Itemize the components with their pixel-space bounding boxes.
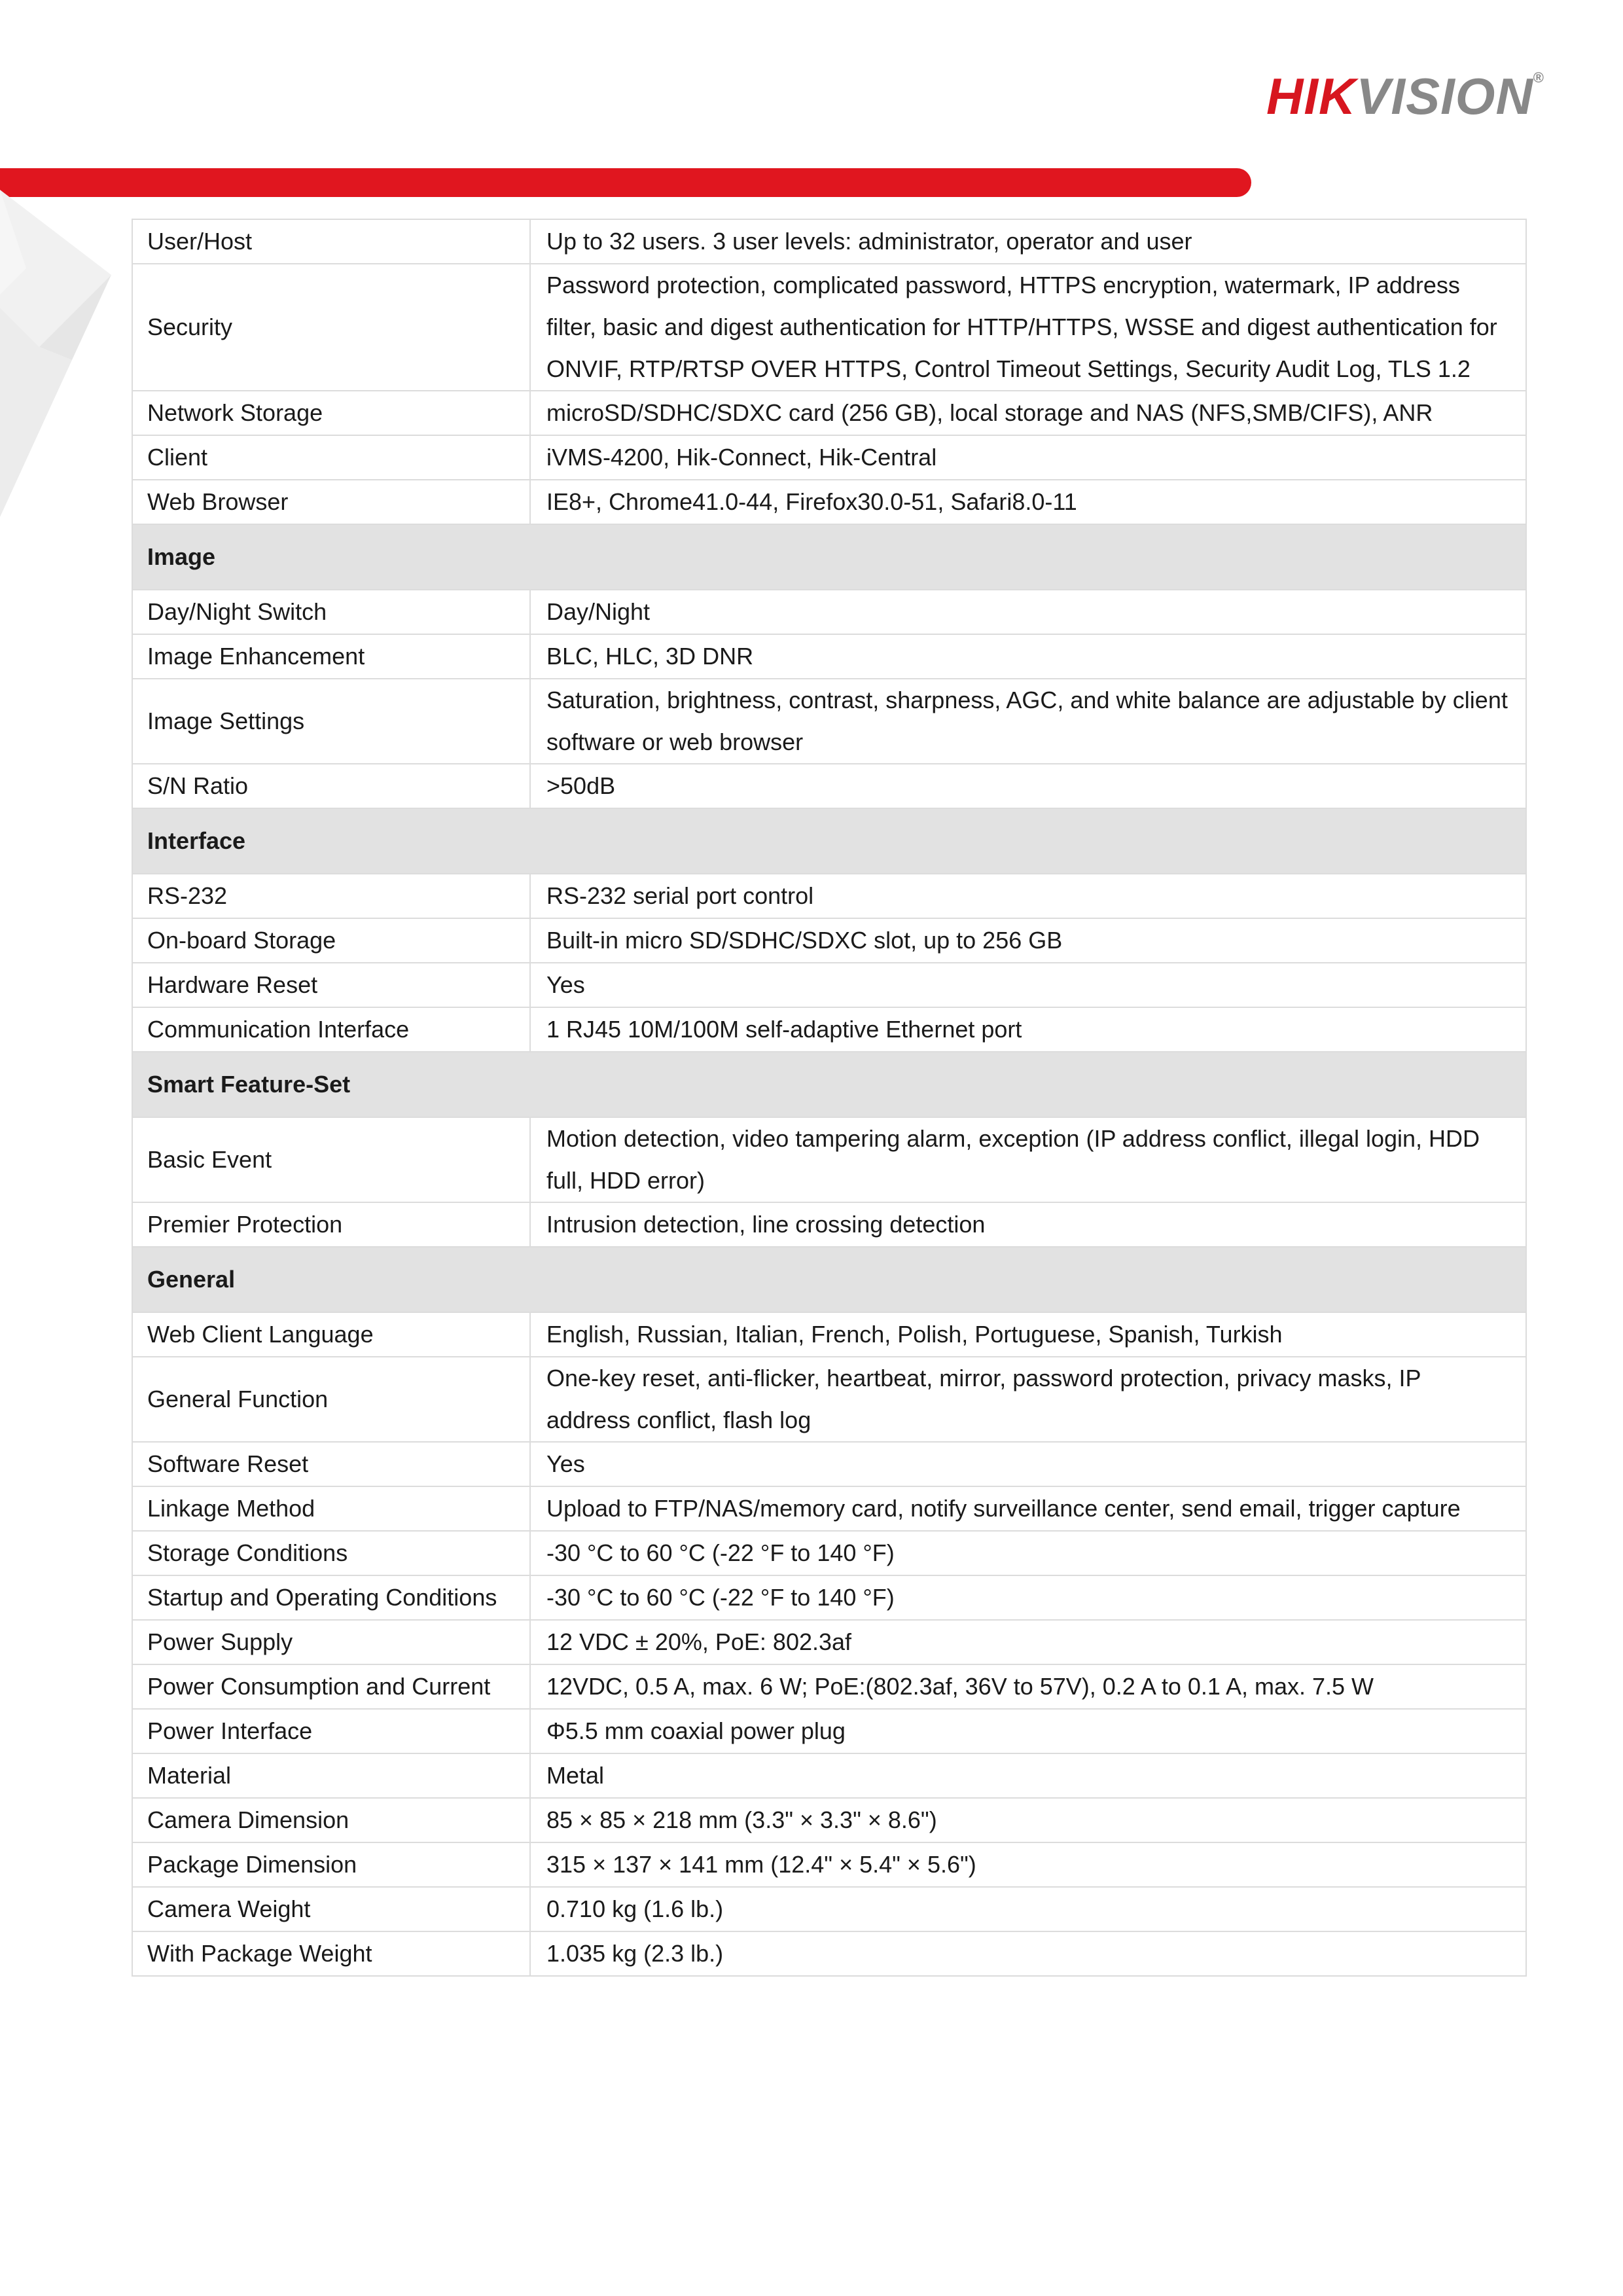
spec-label: General Function	[132, 1357, 530, 1442]
header-red-bar	[0, 168, 1251, 197]
spec-value: One-key reset, anti-flicker, heartbeat, mirror, password protection, privacy masks, IP address conflict, flash log	[530, 1357, 1526, 1442]
spec-row	[132, 764, 1526, 808]
spec-row	[132, 1531, 1526, 1575]
spec-value: 1 RJ45 10M/100M self-adaptive Ethernet port	[530, 1007, 1526, 1052]
spec-row	[132, 590, 1526, 634]
spec-label: Camera Weight	[132, 1887, 530, 1931]
section-title: Smart Feature-Set	[132, 1052, 1526, 1117]
section-title: General	[132, 1247, 1526, 1312]
spec-label: Software Reset	[132, 1442, 530, 1486]
spec-label: Power Interface	[132, 1709, 530, 1753]
spec-label: Power Consumption and Current	[132, 1664, 530, 1709]
spec-row	[132, 1202, 1526, 1247]
spec-row	[132, 634, 1526, 679]
spec-label: Power Supply	[132, 1620, 530, 1664]
spec-value: 1.035 kg (2.3 lb.)	[530, 1931, 1526, 1976]
spec-label: Client	[132, 435, 530, 480]
spec-label: Network Storage	[132, 391, 530, 435]
spec-label: Day/Night Switch	[132, 590, 530, 634]
spec-value: IE8+, Chrome41.0-44, Firefox30.0-51, Safari8.0-11	[530, 480, 1526, 524]
spec-value: Up to 32 users. 3 user levels: administrator, operator and user	[530, 219, 1526, 264]
spec-row	[132, 1486, 1526, 1531]
spec-label: User/Host	[132, 219, 530, 264]
spec-row	[132, 1753, 1526, 1798]
spec-value: -30 °C to 60 °C (-22 °F to 140 °F)	[530, 1575, 1526, 1620]
spec-row	[132, 963, 1526, 1007]
spec-value: BLC, HLC, 3D DNR	[530, 634, 1526, 679]
section-header-row	[132, 1247, 1526, 1312]
spec-label: Material	[132, 1753, 530, 1798]
spec-label: S/N Ratio	[132, 764, 530, 808]
spec-label: Security	[132, 264, 530, 391]
spec-value: Built-in micro SD/SDHC/SDXC slot, up to 256 GB	[530, 918, 1526, 963]
spec-row	[132, 1887, 1526, 1931]
spec-value: Upload to FTP/NAS/memory card, notify surveillance center, send email, trigger capture	[530, 1486, 1526, 1531]
spec-row	[132, 219, 1526, 264]
spec-row	[132, 1798, 1526, 1842]
spec-label: Communication Interface	[132, 1007, 530, 1052]
spec-label: Web Client Language	[132, 1312, 530, 1357]
spec-row	[132, 679, 1526, 764]
spec-label: Camera Dimension	[132, 1798, 530, 1842]
spec-value: -30 °C to 60 °C (-22 °F to 140 °F)	[530, 1531, 1526, 1575]
hikvision-logo: HIKVISION®	[1266, 67, 1544, 125]
spec-value: RS-232 serial port control	[530, 874, 1526, 918]
spec-row	[132, 918, 1526, 963]
spec-label: RS-232	[132, 874, 530, 918]
spec-value: 12VDC, 0.5 A, max. 6 W; PoE:(802.3af, 36V to 57V), 0.2 A to 0.1 A, max. 7.5 W	[530, 1664, 1526, 1709]
spec-value: Yes	[530, 1442, 1526, 1486]
spec-row	[132, 874, 1526, 918]
section-title: Interface	[132, 808, 1526, 874]
spec-row	[132, 435, 1526, 480]
spec-value: 315 × 137 × 141 mm (12.4" × 5.4" × 5.6")	[530, 1842, 1526, 1887]
spec-value: Password protection, complicated password, HTTPS encryption, watermark, IP address filter, basic and digest authentication for HTTP/HTTPS, WSSE and digest authentication for ONVIF, RTP/RTSP OVER HTTPS, Control Timeout Settings, Security Audit Log, TLS 1.2	[530, 264, 1526, 391]
spec-row	[132, 264, 1526, 391]
spec-value: Yes	[530, 963, 1526, 1007]
spec-label: Hardware Reset	[132, 963, 530, 1007]
decorative-watermark-shape	[0, 190, 131, 530]
spec-label: With Package Weight	[132, 1931, 530, 1976]
spec-row	[132, 1357, 1526, 1442]
spec-value: >50dB	[530, 764, 1526, 808]
section-header-row	[132, 808, 1526, 874]
spec-row	[132, 1117, 1526, 1202]
section-title: Image	[132, 524, 1526, 590]
spec-label: Package Dimension	[132, 1842, 530, 1887]
spec-value: 85 × 85 × 218 mm (3.3" × 3.3" × 8.6")	[530, 1798, 1526, 1842]
spec-row	[132, 1931, 1526, 1976]
spec-table	[132, 219, 1527, 1977]
spec-value: English, Russian, Italian, French, Polish, Portuguese, Spanish, Turkish	[530, 1312, 1526, 1357]
spec-value: 0.710 kg (1.6 lb.)	[530, 1887, 1526, 1931]
spec-row	[132, 1007, 1526, 1052]
spec-label: On-board Storage	[132, 918, 530, 963]
spec-value: Day/Night	[530, 590, 1526, 634]
spec-value: microSD/SDHC/SDXC card (256 GB), local storage and NAS (NFS,SMB/CIFS), ANR	[530, 391, 1526, 435]
section-header-row	[132, 1052, 1526, 1117]
spec-row	[132, 1312, 1526, 1357]
spec-row	[132, 1442, 1526, 1486]
spec-value: 12 VDC ± 20%, PoE: 802.3af	[530, 1620, 1526, 1664]
spec-value: Motion detection, video tampering alarm, exception (IP address conflict, illegal login, HDD full, HDD error)	[530, 1117, 1526, 1202]
spec-label: Storage Conditions	[132, 1531, 530, 1575]
spec-row	[132, 391, 1526, 435]
spec-row	[132, 1842, 1526, 1887]
spec-label: Linkage Method	[132, 1486, 530, 1531]
spec-label: Basic Event	[132, 1117, 530, 1202]
spec-value: Φ5.5 mm coaxial power plug	[530, 1709, 1526, 1753]
spec-label: Image Enhancement	[132, 634, 530, 679]
spec-row	[132, 1709, 1526, 1753]
section-header-row	[132, 524, 1526, 590]
spec-row	[132, 1620, 1526, 1664]
spec-value: Metal	[530, 1753, 1526, 1798]
spec-label: Startup and Operating Conditions	[132, 1575, 530, 1620]
spec-label: Premier Protection	[132, 1202, 530, 1247]
spec-label: Image Settings	[132, 679, 530, 764]
spec-value: iVMS-4200, Hik-Connect, Hik-Central	[530, 435, 1526, 480]
spec-value: Intrusion detection, line crossing detection	[530, 1202, 1526, 1247]
spec-label: Web Browser	[132, 480, 530, 524]
spec-row	[132, 480, 1526, 524]
spec-row	[132, 1575, 1526, 1620]
spec-value: Saturation, brightness, contrast, sharpness, AGC, and white balance are adjustable by client software or web browser	[530, 679, 1526, 764]
spec-row	[132, 1664, 1526, 1709]
